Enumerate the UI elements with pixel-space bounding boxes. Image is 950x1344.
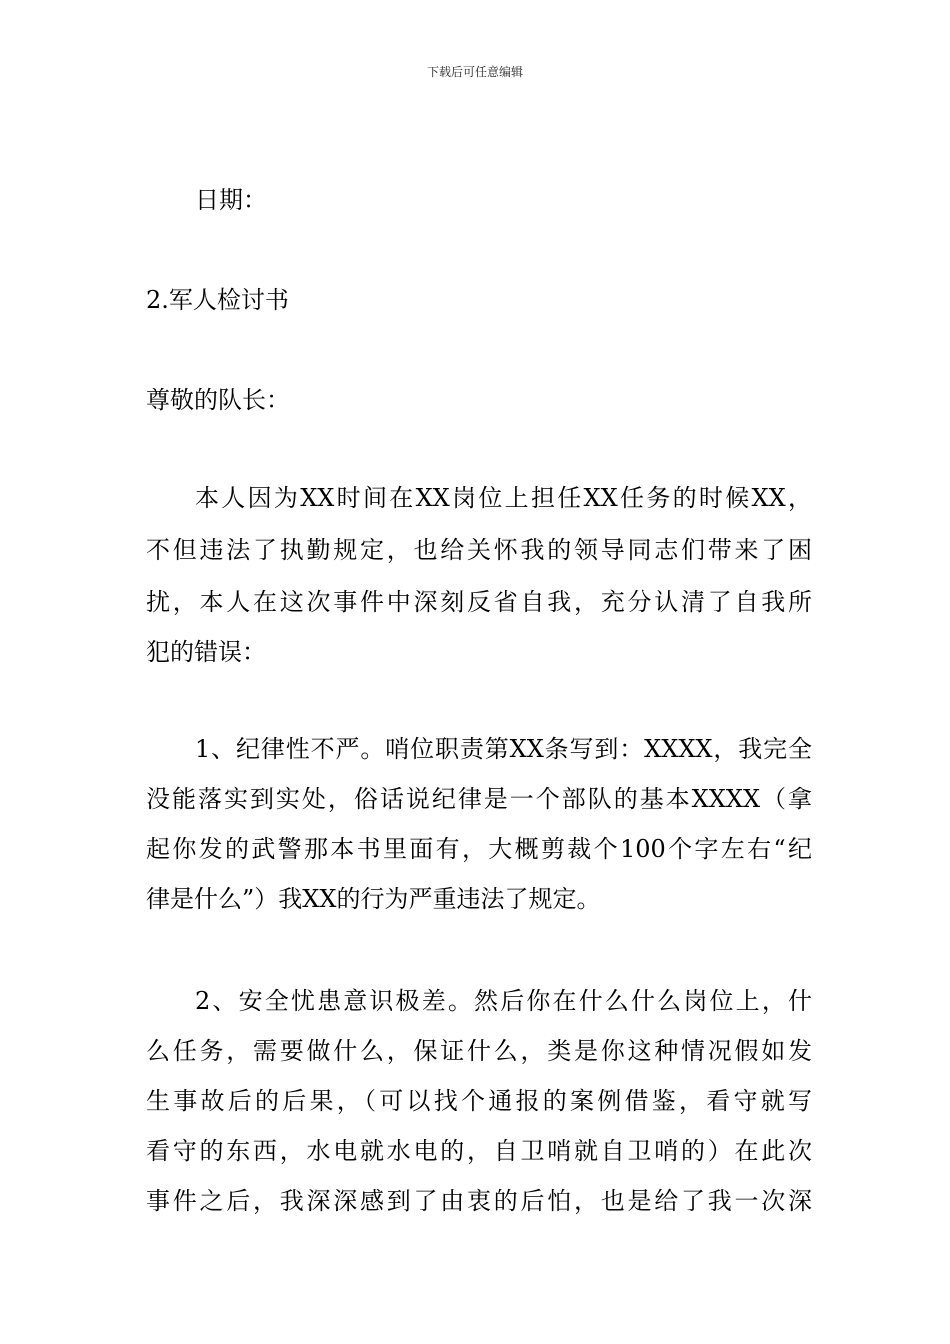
salutation: 尊敬的队长： bbox=[146, 386, 290, 414]
paragraph-line: 2、安全忧患意识极差。然后你在什么什么岗位上，什 bbox=[195, 987, 812, 1015]
paragraph-line: 不但违法了执勤规定，也给关怀我的领导同志们带来了困 bbox=[146, 536, 812, 564]
paragraph-line: 律是什么”）我XX的行为严重违法了规定。 bbox=[146, 885, 601, 913]
paragraph-line: 看守的东西，水电就水电的，自卫哨就自卫哨的）在此次 bbox=[146, 1137, 812, 1165]
paragraph-line: 本人因为XX时间在XX岗位上担任XX任务的时候XX， bbox=[195, 484, 812, 512]
section-title: 2.军人检讨书 bbox=[146, 286, 289, 314]
paragraph-line: 起你发的武警那本书里面有，大概剪裁个100个字左右“纪 bbox=[146, 835, 812, 863]
date-label: 日期： bbox=[195, 186, 267, 214]
paragraph-line: 犯的错误： bbox=[146, 638, 266, 666]
paragraph-line: 事件之后，我深深感到了由衷的后怕，也是给了我一次深 bbox=[146, 1187, 812, 1215]
paragraph-line: 扰，本人在这次事件中深刻反省自我，充分认清了自我所 bbox=[146, 588, 812, 616]
paragraph-line: 么任务，需要做什么，保证什么，类是你这种情况假如发 bbox=[146, 1037, 812, 1065]
paragraph-line: 1、纪律性不严。哨位职责第XX条写到：XXXX，我完全 bbox=[195, 735, 812, 763]
paragraph-line: 生事故后的后果，（可以找个通报的案例借鉴，看守就写 bbox=[146, 1087, 812, 1115]
page-header: 下载后可任意编辑 bbox=[426, 65, 523, 79]
paragraph-line: 没能落实到实处，俗话说纪律是一个部队的基本XXXX（拿 bbox=[146, 785, 812, 813]
